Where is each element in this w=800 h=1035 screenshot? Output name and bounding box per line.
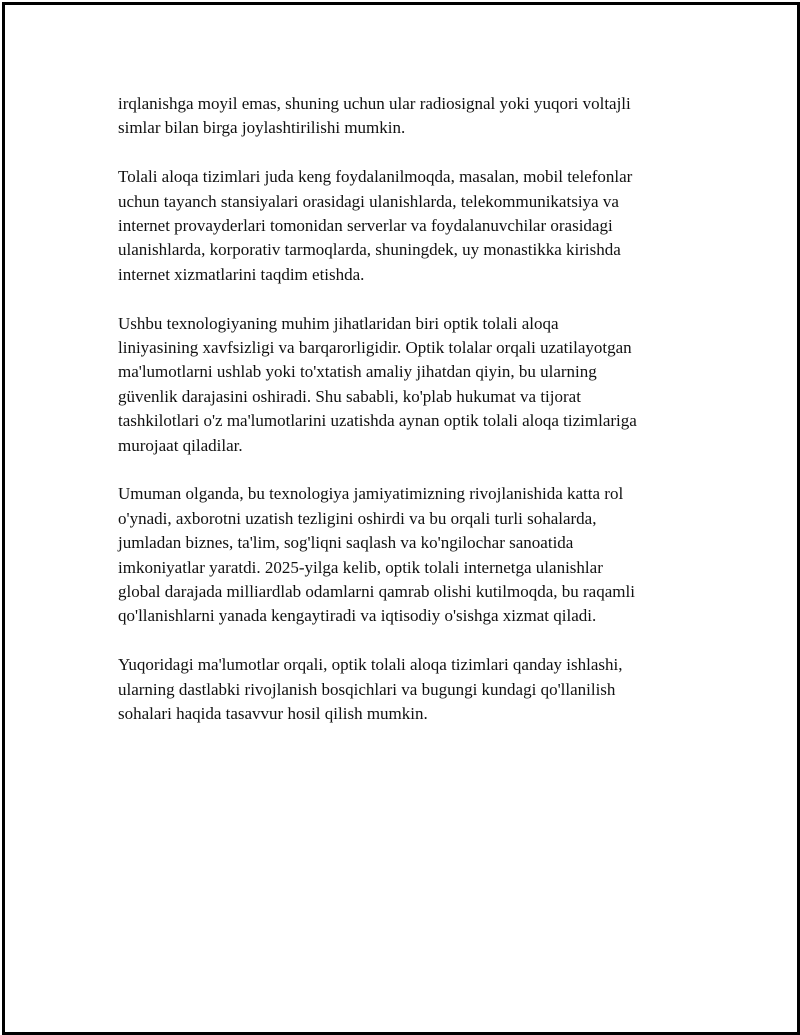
paragraph-3: Ushbu texnologiyaning muhim jihatlaridan biri optik tolali aloqa liniyasining xavfsizligi va barqarorligidir. Optik tolalar orqali uzatilayotgan ma'lumotlarni ushlab yoki to'xtatish amaliy jihatdan qiyin, bu ularning güvenlik darajasini oshiradi. Shu sababli, ko'plab hukumat va tijorat tashkilotlari o'z ma'lumotlarini uzatishda aynan optik tolali aloqa tizimlariga murojaat qiladilar.	[118, 313, 637, 455]
paragraph-4: Umuman olganda, bu texnologiya jamiyatimizning rivojlanishida katta rol o'ynadi, axborotni uzatish tezligini oshirdi va bu orqali turli sohalarda, jumladan biznes, ta'lim, sog'liqni saqlash va ko'ngilochar sanoatida imkoniyatlar yaratdi. 2025-yilga kelib, optik tolali internetga ulanishlar global darajada milliardlab odamlarni qamrab olishi kutilmoqda, bu raqamli qo'llanishlarni yanada kengaytiradi va iqtisodiy o'sishga xizmat qiladi.	[118, 484, 635, 626]
paragraph-5: Yuqoridagi ma'lumotlar orqali, optik tolali aloqa tizimlari qanday ishlashi, ularning dastlabki rivojlanish bosqichlari va bugungi kundagi qo'llanilish sohalari haqida tasavvur hosil qilish mumkin.	[118, 655, 623, 724]
document-body	[118, 92, 690, 751]
paragraph-1: irqlanishga moyil emas, shuning uchun ular radiosignal yoki yuqori voltajli simlar bilan birga joylashtirilishi mumkin.	[118, 94, 631, 138]
paragraph-2: Tolali aloqa tizimlari juda keng foydalanilmoqda, masalan, mobil telefonlar uchun tayanch stansiyalari orasidagi ulanishlarda, telekommunikatsiya va internet provayderlari tomonidan serverlar va foydalanuvchilar orasidagi ulanishlarda, korporativ tarmoqlarda, shuningdek, uy monastikka kirishda internet xizmatlarini taqdim etishda.	[118, 167, 633, 284]
